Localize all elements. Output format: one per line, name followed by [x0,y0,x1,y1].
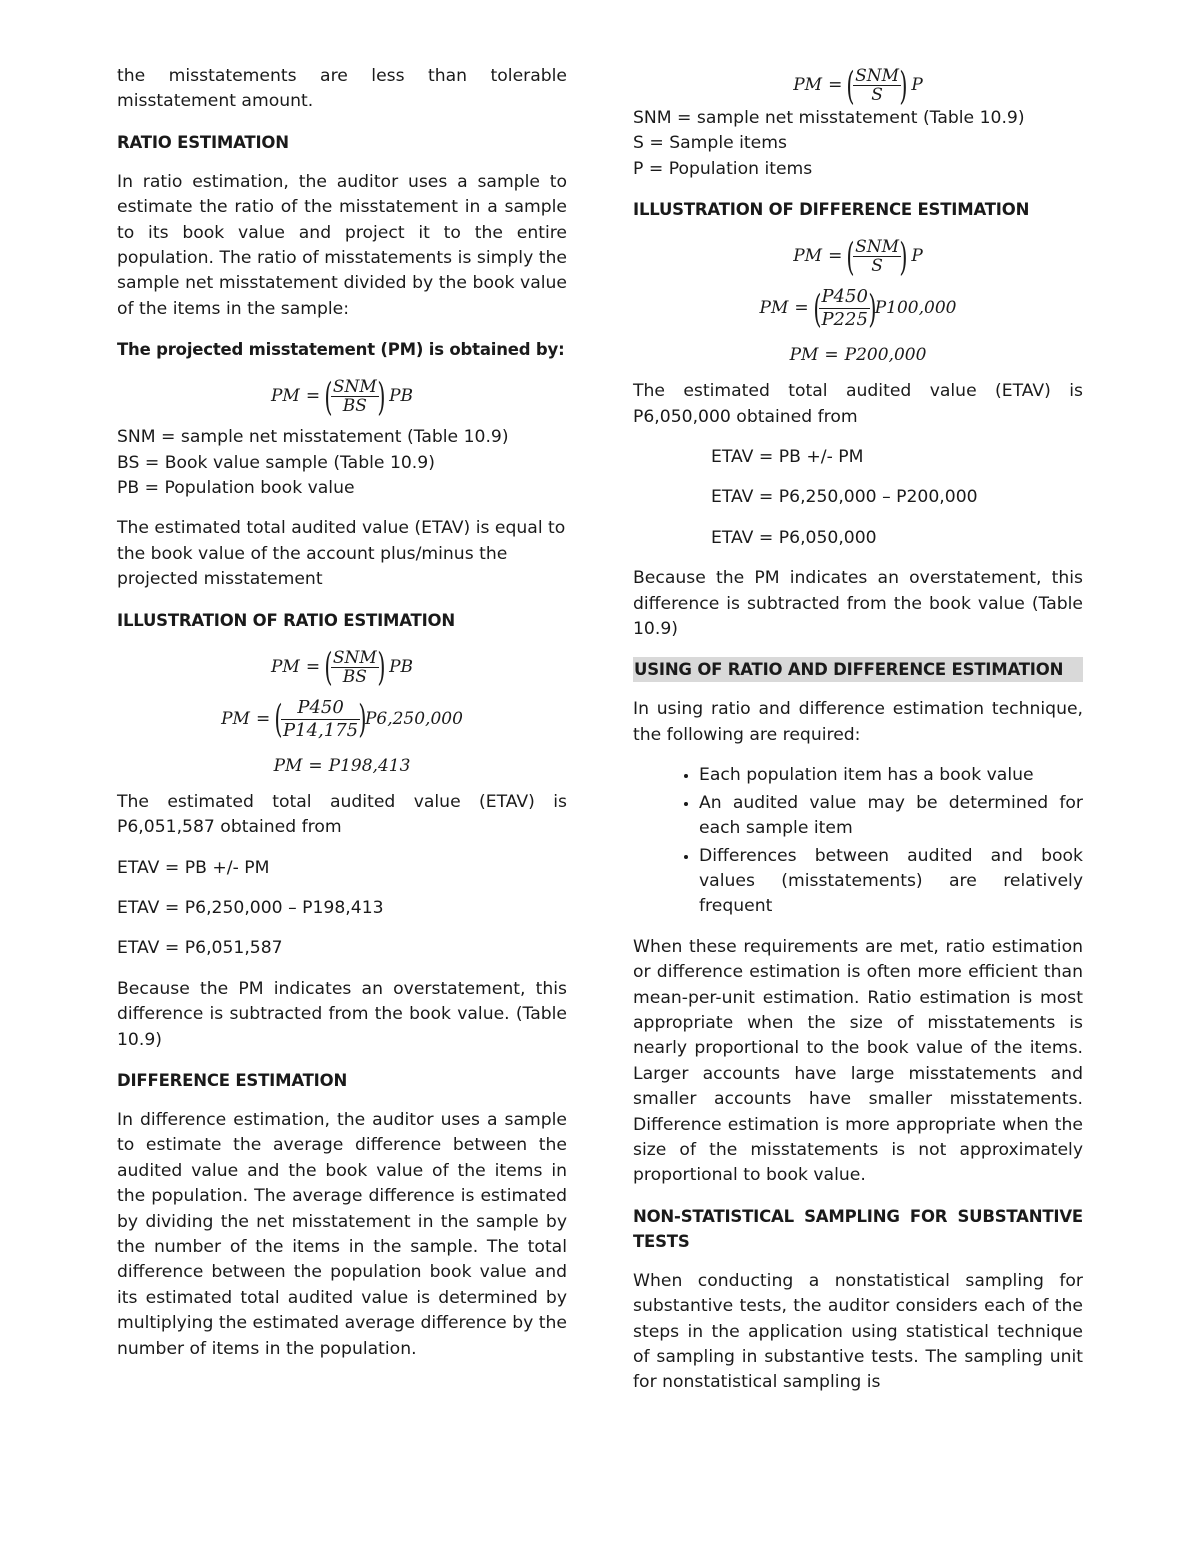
pm-formula-result: PM = P198,413 [273,755,411,776]
list-item: • An audited value may be determined for each sample item [699,791,1083,842]
def-snm-right: SNM = sample net misstatement (Table 10.9) [633,108,1025,128]
etav-eq-3: ETAV = P6,051,587 [117,938,283,959]
definitions-right [633,106,1083,182]
etav-eq-2-right: ETAV = P6,250,000 – P200,000 [711,487,978,508]
using-estimation-paragraph: In using ratio and difference estimation technique, the following are required: [633,699,1083,745]
using-estimation-heading: USING OF RATIO AND DIFFERENCE ESTIMATION [633,657,1083,682]
etav-result-right: The estimated total audited value (ETAV) is P6,050,000 obtained from [633,381,1083,427]
def-pb: PB = Population book value [117,478,355,499]
pm-formula-general: PM = ( $\frac{\text{SNM}}{BS}$ ) PB [270,374,414,419]
pm-formula-difference-result: PM = P200,000 [789,345,927,366]
list-item: • Each population item has a book value [699,763,1083,788]
pm-formula-ratio: PM = ( $\frac{\text{SNM}}{BS}$ ) PB [270,645,414,690]
definitions [117,425,567,501]
nonstatistical-paragraph: When conducting a nonstatistical sampling for substantive tests, the auditor considers each of the steps in the application using statistical technique of sampling in substantive tests. The sampling unit for nonstatistical sampling is [633,1270,1083,1393]
difference-estimation-paragraph: In difference estimation, the auditor uses a sample to estimate the average difference between the audited value and the book value of the items in the population. The average difference is estimated by dividing the net misstatement in the sample by the number of the items in the sample. The total difference between the population book value and its estimated total audited value is determined by multiplying the estimated average difference by the number of items in the population. [117,1109,567,1359]
ratio-estimation-heading: RATIO ESTIMATION [117,132,289,152]
etav-eq-1: ETAV = PB +/- PM [117,857,270,878]
def-bs: BS = Book value sample (Table 10.9) [117,452,435,473]
etav-result: The estimated total audited value (ETAV) is P6,051,587 obtained from [117,791,567,838]
ratio-estimation-paragraph: In ratio estimation, the auditor uses a sample to estimate the ratio of the misstatement in a sample to its book value and project it to the entire population. The ratio of misstatements is simply the sample net misstatement divided by the book value of the items in the sample: [117,171,567,319]
list-item: • Differences between audited and book values (misstatements) are relatively frequent [699,844,1083,920]
pm-heading: The projected misstatement (PM) is obtained by: [117,340,565,360]
def-s: S = Sample items [633,133,787,154]
requirements-list [633,763,1083,919]
illustration-ratio-heading: ILLUSTRATION OF RATIO ESTIMATION [117,610,455,630]
pm-formula-values: PM = ( $\frac{P450}{P14,175}$ )P6,250,000 [221,696,463,742]
nonstatistical-heading: NON-STATISTICAL SAMPLING FOR SUBSTANTIVE TESTS [633,1206,1083,1251]
etav-eq-1-right: ETAV = PB +/- PM [711,447,864,468]
because-paragraph-right: Because the PM indicates an overstatement, this difference is subtracted from the book value (Table 10.9) [633,568,1083,640]
intro-text: the misstatements are less than tolerable misstatement amount. [117,66,567,112]
pm-formula-difference-values: PM = ( $\frac{P450}{P225}$ )P100,000 [759,286,957,331]
difference-estimation-heading: DIFFERENCE ESTIMATION [117,1070,348,1090]
etav-paragraph: The estimated total audited value (ETAV) is equal to the book value of the account plus/minus the projected misstatement [117,518,566,590]
right-column [633,63,1083,1411]
def-p: P = Population items [633,158,813,179]
left-column [117,64,567,1377]
pm-formula-difference: PM = ( $\frac{\text{SNM}}{S}$ ) P [793,234,923,279]
def-snm: SNM = sample net misstatement (Table 10.9) [117,427,509,448]
etav-eq-3-right: ETAV = P6,050,000 [711,527,877,548]
when-paragraph: When these requirements are met, ratio estimation or difference estimation is often more efficient than mean-per-unit estimation. Ratio estimation is most appropriate when the size of misstatements is nearly proportional to the book value of the items. Larger accounts have large misstatements and smaller accounts have smaller misstatements. Difference estimation is more appropriate when the size of the misstatements is not approximately proportional to book value. [633,936,1083,1186]
illustration-difference-heading: ILLUSTRATION OF DIFFERENCE ESTIMATION [633,200,1030,220]
pm-formula-difference-general: PM = ( $\frac{\text{SNM}}{S}$ ) P [793,63,923,108]
because-paragraph: Because the PM indicates an overstatement, this difference is subtracted from the book value. (Table 10.9) [117,978,567,1050]
etav-eq-2: ETAV = P6,250,000 – P198,413 [117,897,384,918]
